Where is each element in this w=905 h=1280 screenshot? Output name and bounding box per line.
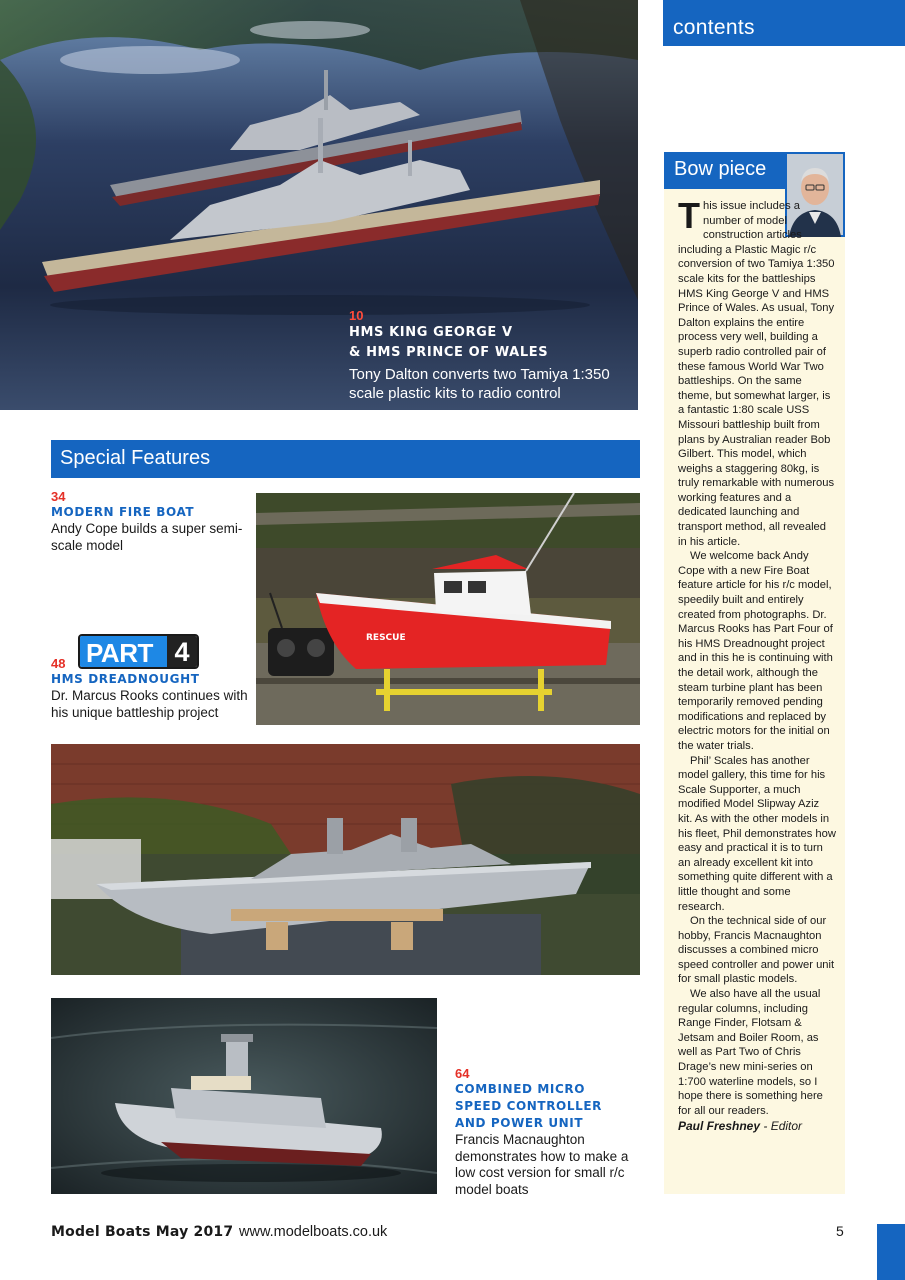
hero-caption	[349, 308, 634, 403]
editorial-paragraph: We also have all the usual regular columns, including Range Finder, Flotsam & Jetsam and Boiler Room, as well as Part Two of Chris Drage’s new mini-series on 1:700 waterline models, so I hope there is something here for all our readers.	[678, 988, 823, 1117]
drop-cap: T	[678, 195, 700, 236]
feature-item-speed-controller[interactable]	[455, 1066, 635, 1198]
section-tab-contents: contents	[663, 0, 905, 46]
article-title[interactable]: HMS KING GEORGE V	[349, 325, 513, 340]
feature-item-dreadnought[interactable]	[51, 656, 251, 721]
boat-name-label: RESCUE	[366, 633, 406, 643]
article-title[interactable]: COMBINED MICRO	[455, 1082, 585, 1096]
editorial-paragraph: This issue includes a number of model construction articles including a Plastic Magic r/c conversion of two Tamiya 1:350 scale kits for the battleships HMS King George V and HMS Prince of Wales. As usual, Tony Dalton explains the entire process very well, building a superb radio controlled pair of these famous World War Two battleships. On the same theme, but somewhat larger, is a fantastic 1:80 scale USS Missouri battleship built from plans by Australian reader Bob Gilbert. This model, which weighs a staggering 80kg, is truly remarkable with numerous working features and a dedicated launching and transport method, all revealed in his article.	[678, 195, 835, 548]
feature-item-fire-boat[interactable]	[51, 489, 251, 554]
badge-number: 4	[167, 636, 197, 667]
article-title[interactable]: HMS DREADNOUGHT	[51, 672, 200, 686]
article-description: Francis Macnaughton demonstrates how to make a low cost version for small r/c model boats	[455, 1132, 629, 1197]
bow-piece-heading: Bow piece	[664, 152, 785, 189]
special-features-heading: Special Features	[51, 440, 640, 478]
badge-word: PART	[80, 636, 167, 667]
editorial-text	[678, 195, 836, 1134]
footer-accent-bar	[877, 1224, 905, 1280]
photo-hms-dreadnought[interactable]	[51, 744, 640, 975]
page-number: 10	[349, 308, 364, 323]
editorial-paragraph: On the technical side of our hobby, Francis Macnaughton discusses a combined micro speed controller and power unit for small plastic models.	[678, 915, 835, 986]
article-description: Dr. Marcus Rooks continues with his unique battleship project	[51, 688, 248, 720]
article-title[interactable]: MODERN FIRE BOAT	[51, 505, 195, 519]
article-title[interactable]: AND POWER UNIT	[455, 1116, 584, 1130]
page-number: 64	[455, 1066, 470, 1081]
article-description: Andy Cope builds a super semi-scale model	[51, 521, 243, 553]
article-title[interactable]: SPEED CONTROLLER	[455, 1099, 602, 1113]
page-number-footer: 5	[836, 1223, 844, 1239]
editorial-paragraph: We welcome back Andy Cope with a new Fire Boat feature article for his r/c model, speedily built and entirely created from photographs. Dr. Marcus Rooks has Part Four of his HMS Dreadnought project and in this he is continuing with the detail work, although the steam turbine plant has been temporarily removed pending modifications and replaced by electric motors for the initial on the water trials.	[678, 550, 833, 752]
footer-magazine-issue: Model Boats May 2017	[51, 1224, 234, 1240]
photo-tug-boat[interactable]	[51, 998, 437, 1194]
editorial-paragraph: Phil’ Scales has another model gallery, this time for his Scale Supporter, a much modified Model Slipway Aziz kit. As with the other models in his fleet, Phil demonstrates how easy and practical it is to turn an already excellent kit into something quite different with a little thought and some research.	[678, 754, 836, 913]
page-number: 48	[51, 656, 66, 671]
page-number: 34	[51, 489, 66, 504]
footer-website-link[interactable]: www.modelboats.co.uk	[239, 1224, 388, 1240]
editor-signature: Paul Freshney - Editor	[678, 1119, 803, 1134]
article-title[interactable]: & HMS PRINCE OF WALES	[349, 345, 549, 360]
photo-fire-boat[interactable]	[256, 493, 640, 725]
article-description: Tony Dalton converts two Tamiya 1:350 scale plastic kits to radio control	[349, 366, 610, 402]
